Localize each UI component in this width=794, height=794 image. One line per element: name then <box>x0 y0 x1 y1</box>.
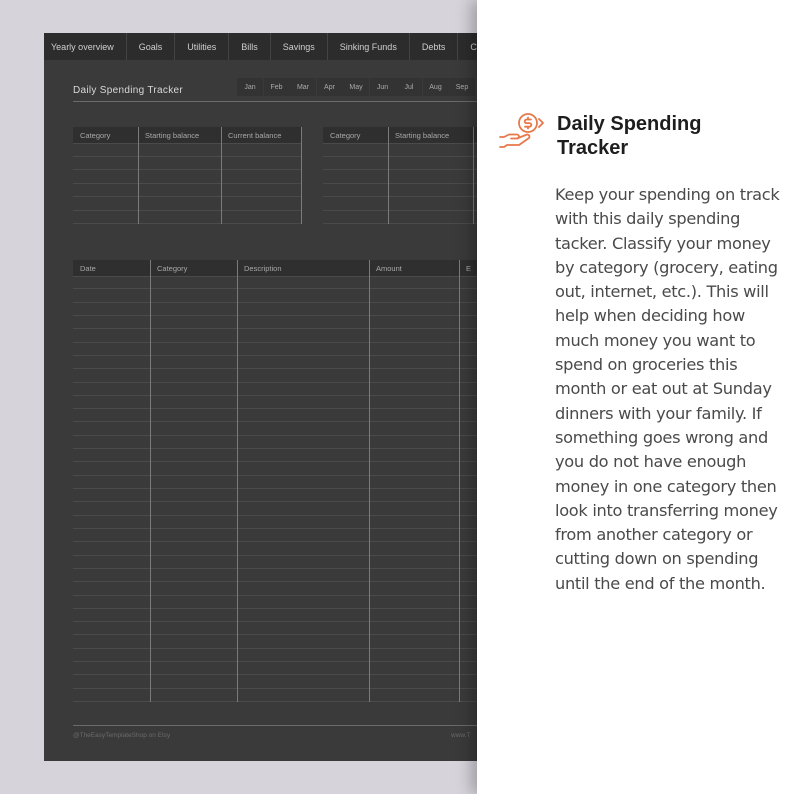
footer-url: www.T <box>451 732 471 739</box>
row-divider <box>323 143 480 144</box>
row-divider <box>73 395 480 396</box>
row-divider <box>323 183 480 184</box>
row-divider <box>73 661 480 662</box>
column-header: Amount <box>376 263 402 273</box>
row-divider <box>73 515 480 516</box>
row-divider <box>73 488 480 489</box>
row-divider <box>73 608 480 609</box>
row-divider <box>73 421 480 422</box>
row-divider <box>73 555 480 556</box>
tab-bills[interactable]: Bills <box>229 33 271 60</box>
month-may[interactable]: May <box>343 78 369 96</box>
tab-yearly-overview[interactable]: Yearly overview <box>44 33 127 60</box>
row-divider <box>73 541 480 542</box>
tab-sinking-funds[interactable]: Sinking Funds <box>328 33 410 60</box>
panel-description: Keep your spending on track with this daily spending tacker. Classify your money by category (grocery, eating out, internet, etc.). This will help when deciding how much money you want to spend on groceries this month or eat out at Sunday dinners with your family. If something goes wrong and you do not have enough money in one category then look into transferring money from another category or cutting down on spending until the end of the month. <box>555 185 780 593</box>
row-divider <box>73 302 480 303</box>
table-header <box>73 127 302 143</box>
row-divider <box>73 688 480 689</box>
transactions-table <box>73 260 480 702</box>
row-divider <box>73 382 480 383</box>
money-hand-icon <box>498 111 546 151</box>
row-divider <box>73 196 302 197</box>
tab-utilities[interactable]: Utilities <box>175 33 229 60</box>
row-divider <box>73 528 480 529</box>
column-header: Category <box>330 130 361 140</box>
page-title: Daily Spending Tracker <box>73 85 183 96</box>
row-divider <box>73 634 480 635</box>
footer-divider <box>73 725 480 726</box>
column-header: Starting balance <box>145 130 200 140</box>
month-mar[interactable]: Mar <box>290 78 316 96</box>
table-header <box>323 127 480 143</box>
row-divider <box>73 674 480 675</box>
month-feb[interactable]: Feb <box>264 78 290 96</box>
tab-savings[interactable]: Savings <box>271 33 328 60</box>
panel-title: Daily Spending Tracker <box>557 113 702 159</box>
row-divider <box>73 223 302 224</box>
row-divider <box>73 595 480 596</box>
column-header: Date <box>80 263 96 273</box>
row-divider <box>73 368 480 369</box>
month-sep[interactable]: Sep <box>449 78 475 96</box>
title-divider <box>73 101 480 102</box>
row-divider <box>73 435 480 436</box>
balance-table-left <box>73 127 302 224</box>
row-divider <box>73 448 480 449</box>
tab-goals[interactable]: Goals <box>127 33 176 60</box>
row-divider <box>73 169 302 170</box>
row-divider <box>73 461 480 462</box>
row-divider <box>323 156 480 157</box>
row-divider <box>323 169 480 170</box>
row-divider <box>73 156 302 157</box>
column-header: Category <box>157 263 188 273</box>
row-divider <box>73 501 480 502</box>
row-divider <box>73 342 480 343</box>
row-divider <box>73 183 302 184</box>
column-header: Description <box>244 263 282 273</box>
month-jul[interactable]: Jul <box>396 78 422 96</box>
tab-truncated[interactable]: C <box>458 33 480 60</box>
row-divider <box>73 568 480 569</box>
column-header: Current balance <box>228 130 282 140</box>
column-divider <box>369 260 370 702</box>
month-jun[interactable]: Jun <box>370 78 396 96</box>
month-aug[interactable]: Aug <box>423 78 449 96</box>
column-divider <box>150 260 151 702</box>
footer-credit: @TheEasyTemplateShop on Etsy <box>73 732 171 739</box>
row-divider <box>73 701 480 702</box>
row-divider <box>73 276 480 277</box>
row-divider <box>323 223 480 224</box>
month-apr[interactable]: Apr <box>317 78 343 96</box>
row-divider <box>73 408 480 409</box>
info-panel <box>477 0 794 794</box>
row-divider <box>73 210 302 211</box>
tab-bar <box>44 33 480 60</box>
row-divider <box>323 196 480 197</box>
tab-debts[interactable]: Debts <box>410 33 459 60</box>
row-divider <box>73 355 480 356</box>
row-divider <box>73 581 480 582</box>
row-divider <box>73 648 480 649</box>
row-divider <box>323 210 480 211</box>
column-header: Starting balance <box>395 130 450 140</box>
row-divider <box>73 143 302 144</box>
month-jan[interactable]: Jan <box>237 78 263 96</box>
column-divider <box>301 127 302 224</box>
row-divider <box>73 315 480 316</box>
column-header: E <box>466 263 472 273</box>
row-divider <box>73 621 480 622</box>
balance-table-right <box>323 127 480 224</box>
column-header: Category <box>80 130 111 140</box>
row-divider <box>73 328 480 329</box>
column-divider <box>237 260 238 702</box>
planner-page <box>44 33 480 761</box>
table-header <box>73 260 480 276</box>
column-divider <box>388 127 389 224</box>
row-divider <box>73 288 480 289</box>
column-divider <box>459 260 460 702</box>
month-selector <box>237 78 476 96</box>
column-divider <box>138 127 139 224</box>
column-divider <box>473 127 474 224</box>
column-divider <box>221 127 222 224</box>
row-divider <box>73 475 480 476</box>
